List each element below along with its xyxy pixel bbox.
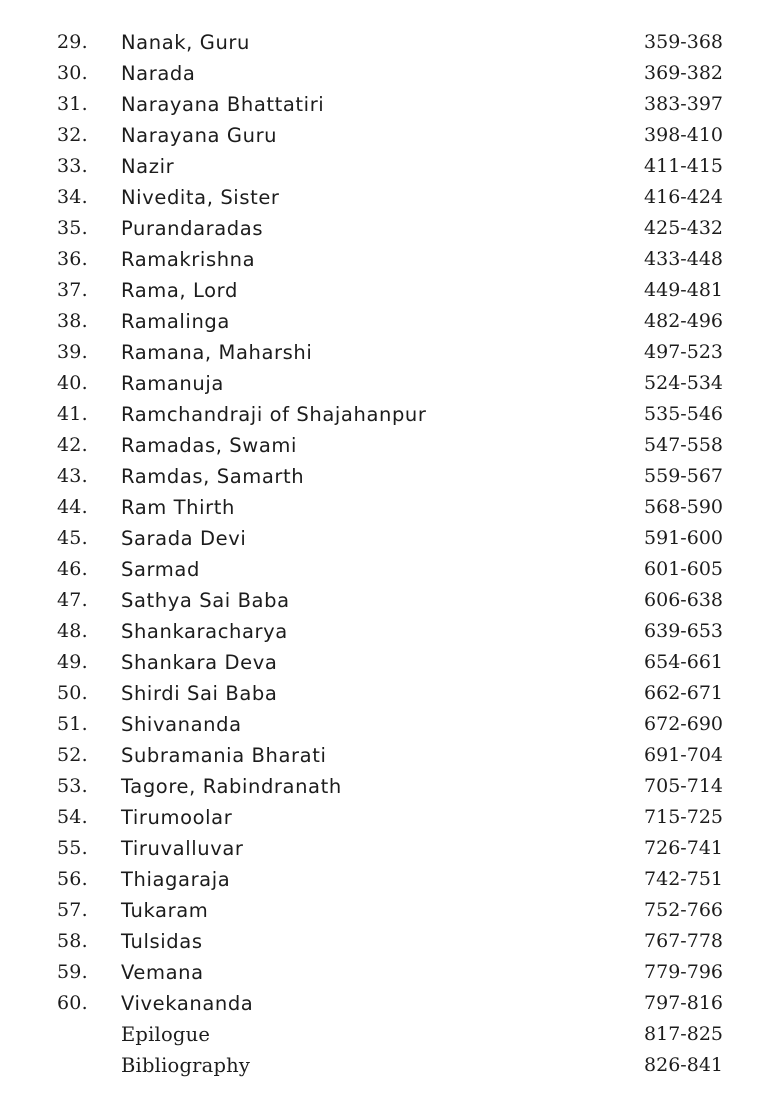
entry-number: 31.: [57, 93, 88, 115]
entry-pages: 705-714: [644, 775, 723, 797]
entry-number: 51.: [57, 713, 88, 735]
entry-title: Tirumoolar: [121, 806, 233, 829]
entry-pages: 715-725: [644, 806, 723, 828]
entry-title: Sarmad: [121, 558, 200, 581]
toc-entry: [0, 213, 780, 244]
entry-pages: 383-397: [644, 93, 723, 115]
entry-number: 34.: [57, 186, 88, 208]
entry-pages: 591-600: [644, 527, 723, 549]
toc-entry: [0, 244, 780, 275]
entry-number: 57.: [57, 899, 88, 921]
toc-entry: [0, 833, 780, 864]
entry-title: Ramanuja: [121, 372, 224, 395]
entry-number: 36.: [57, 248, 88, 270]
toc-entry: [0, 802, 780, 833]
entry-pages: 606-638: [644, 589, 723, 611]
toc-entry: [0, 120, 780, 151]
toc-entry: [0, 306, 780, 337]
entry-number: 44.: [57, 496, 88, 518]
entry-title: Ramdas, Samarth: [121, 465, 305, 488]
entry-title: Shankaracharya: [121, 620, 288, 643]
entry-number: 30.: [57, 62, 88, 84]
entry-pages: 425-432: [644, 217, 723, 239]
entry-pages: 568-590: [644, 496, 723, 518]
toc-entry: [0, 368, 780, 399]
entry-pages: 524-534: [644, 372, 723, 394]
toc-entry: [0, 337, 780, 368]
entry-number: 58.: [57, 930, 88, 952]
entry-title: Ramalinga: [121, 310, 230, 333]
toc-entry: [0, 709, 780, 740]
entry-number: 48.: [57, 620, 88, 642]
entry-pages: 662-671: [644, 682, 723, 704]
toc-entry: [0, 151, 780, 182]
entry-title: Sathya Sai Baba: [121, 589, 290, 612]
entry-number: 38.: [57, 310, 88, 332]
entry-number: 41.: [57, 403, 88, 425]
entry-pages: 817-825: [644, 1023, 723, 1045]
entry-number: 32.: [57, 124, 88, 146]
entry-title: Narayana Guru: [121, 124, 278, 147]
toc-entry: [0, 678, 780, 709]
entry-title: Narada: [121, 62, 196, 85]
entry-title: Ramana, Maharshi: [121, 341, 313, 364]
toc-entry: [0, 89, 780, 120]
entry-number: 33.: [57, 155, 88, 177]
entry-pages: 742-751: [644, 868, 723, 890]
toc-entry-bibliography: [0, 1050, 780, 1081]
entry-title: Sarada Devi: [121, 527, 247, 550]
entry-title: Bibliography: [121, 1054, 251, 1077]
entry-pages: 752-766: [644, 899, 723, 921]
entry-pages: 547-558: [644, 434, 723, 456]
entry-pages: 449-481: [644, 279, 723, 301]
entry-pages: 359-368: [644, 31, 723, 53]
entry-number: 59.: [57, 961, 88, 983]
entry-number: 56.: [57, 868, 88, 890]
entry-pages: 482-496: [644, 310, 723, 332]
toc-entry: [0, 864, 780, 895]
toc-entry: [0, 27, 780, 58]
table-of-contents: [0, 27, 780, 1081]
toc-entry: [0, 585, 780, 616]
toc-entry: [0, 554, 780, 585]
entry-number: 47.: [57, 589, 88, 611]
entry-title: Tiruvalluvar: [121, 837, 244, 860]
entry-pages: 797-816: [644, 992, 723, 1014]
entry-title: Nivedita, Sister: [121, 186, 280, 209]
entry-title: Ramakrishna: [121, 248, 256, 271]
entry-pages: 639-653: [644, 620, 723, 642]
entry-number: 46.: [57, 558, 88, 580]
entry-title: Tulsidas: [121, 930, 203, 953]
entry-number: 52.: [57, 744, 88, 766]
entry-title: Ramadas, Swami: [121, 434, 297, 457]
entry-number: 55.: [57, 837, 88, 859]
entry-pages: 826-841: [644, 1054, 723, 1076]
entry-pages: 559-567: [644, 465, 723, 487]
entry-number: 37.: [57, 279, 88, 301]
entry-title: Tukaram: [121, 899, 209, 922]
entry-title: Tagore, Rabindranath: [121, 775, 342, 798]
toc-entry: [0, 895, 780, 926]
toc-entry: [0, 399, 780, 430]
entry-number: 43.: [57, 465, 88, 487]
toc-entry: [0, 492, 780, 523]
entry-title: Thiagaraja: [121, 868, 231, 891]
entry-number: 53.: [57, 775, 88, 797]
entry-pages: 535-546: [644, 403, 723, 425]
toc-entry: [0, 740, 780, 771]
entry-number: 49.: [57, 651, 88, 673]
entry-number: 45.: [57, 527, 88, 549]
entry-number: 54.: [57, 806, 88, 828]
entry-number: 29.: [57, 31, 88, 53]
entry-number: 50.: [57, 682, 88, 704]
entry-title: Shivananda: [121, 713, 242, 736]
toc-entry: [0, 461, 780, 492]
toc-entry: [0, 430, 780, 461]
entry-title: Narayana Bhattatiri: [121, 93, 325, 116]
entry-pages: 601-605: [644, 558, 723, 580]
entry-title: Epilogue: [121, 1023, 211, 1046]
entry-pages: 726-741: [644, 837, 723, 859]
entry-title: Subramania Bharati: [121, 744, 327, 767]
entry-pages: 691-704: [644, 744, 723, 766]
entry-title: Nanak, Guru: [121, 31, 250, 54]
entry-number: 40.: [57, 372, 88, 394]
entry-pages: 767-778: [644, 930, 723, 952]
entry-number: 42.: [57, 434, 88, 456]
entry-pages: 654-661: [644, 651, 723, 673]
entry-title: Nazir: [121, 155, 175, 178]
entry-number: 35.: [57, 217, 88, 239]
toc-entry: [0, 926, 780, 957]
entry-pages: 779-796: [644, 961, 723, 983]
toc-entry: [0, 182, 780, 213]
entry-title: Vivekananda: [121, 992, 254, 1015]
toc-entry: [0, 957, 780, 988]
entry-title: Shankara Deva: [121, 651, 278, 674]
toc-entry-epilogue: [0, 1019, 780, 1050]
entry-title: Rama, Lord: [121, 279, 238, 302]
toc-entry: [0, 58, 780, 89]
entry-title: Purandaradas: [121, 217, 264, 240]
entry-title: Vemana: [121, 961, 204, 984]
toc-entry: [0, 647, 780, 678]
toc-entry: [0, 771, 780, 802]
entry-number: 60.: [57, 992, 88, 1014]
toc-entry: [0, 523, 780, 554]
toc-entry: [0, 988, 780, 1019]
entry-number: 39.: [57, 341, 88, 363]
entry-title: Ramchandraji of Shajahanpur: [121, 403, 427, 426]
entry-pages: 411-415: [644, 155, 723, 177]
entry-title: Ram Thirth: [121, 496, 235, 519]
entry-pages: 416-424: [644, 186, 723, 208]
entry-pages: 672-690: [644, 713, 723, 735]
entry-pages: 369-382: [644, 62, 723, 84]
toc-entry: [0, 275, 780, 306]
entry-title: Shirdi Sai Baba: [121, 682, 278, 705]
toc-entry: [0, 616, 780, 647]
entry-pages: 398-410: [644, 124, 723, 146]
entry-pages: 497-523: [644, 341, 723, 363]
entry-pages: 433-448: [644, 248, 723, 270]
